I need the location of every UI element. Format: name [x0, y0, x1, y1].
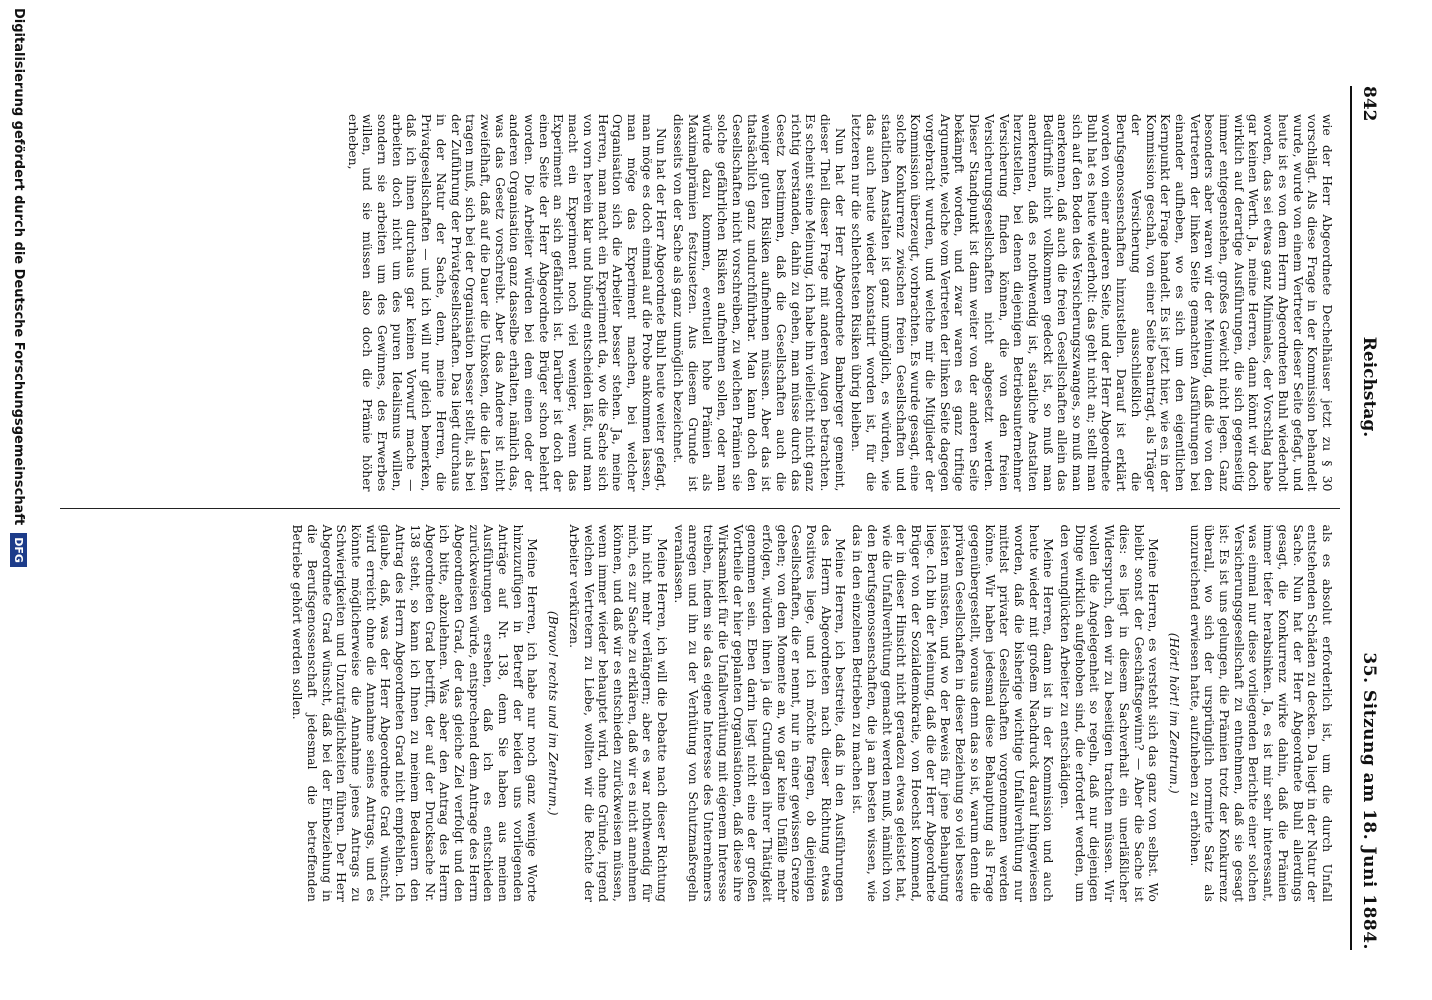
session-title: 35. Sitzung am 18. Juni 1884.: [1359, 652, 1379, 950]
paragraph: Nun hat der Herr Abgeordnete Buhl heute weiter gefagt, man möge es doch einmal auf die Probe ankommen lassen, man möge das Experiment machen, bei welcher Organisation sich die Arbeiter besser stehen. Ja, meine Herren, man macht ein Experiment da, wo die Sache sich von vorn herein klar und bündig entscheiden läßt, und man macht ein Experiment noch viel weniger, wenn das Experiment an sich gefährlich ist. Darüber ist doch der einen Seite der Herr Abgeordnete Brüger schon belehrt worden. Die Arbeiter würden bei dem einen oder der anderen Organisation ganz dasselbe erhalten, nämlich das, was das Gesetz vorschreibt. Aber das Andere ist nicht zweifelhaft, daß auf die Dauer die Unkosten, die die Lasten tragen muß, sich bei der Organisation besser stellt, als bei der Zuführung der Privatgesellschaften. Das liegt durchaus in der Natur der Sache, denn, meine Herren, die Privatgesellschaften — und ich will nur gleich bemerken, daß ich ihnen durchaus gar keinen Vorwurf mache — arbeiten doch nicht um des puren Idealismus willen, sondern sie arbeiten um des Gewinnes, des Erwerbes willen, und sie müssen also doch die Prämie höher erheben,: [345, 114, 669, 492]
column-divider: [60, 508, 1340, 509]
attribution-text: Digitalisierung gefördert durch die Deutsche Forschungsgemeinschaft: [11, 8, 27, 526]
paragraph: Nun hat der Herr Abgeordnete Bamberger gemeint, dieser Theil dieser Frage mit anderen Augen betrachten. Es scheint seine Meinung, ich habe ihn vielleicht nicht ganz richtig verstanden, dahin zu gehen, man müsse durch das Gesetz bestimmen, daß die Gesellschaften auch die weniger guten Risiken aufnehmen müssen. Aber das ist thatsächlich ganz undurchführbar. Man kann doch den Gesellschaften nicht vorschreiben, zu welchen Prämien sie solche gefährlichen Risiken aufnehmen sollen, oder man würde dazu kommen, eventuell hohe Prämien als Maximalprämien festzusetzen. Aus diesem Grunde ist diesseits von der Sache als ganz unmöglich bezeichnet.: [671, 114, 847, 492]
paragraph: Meine Herren, ich habe nur noch ganz wenige Worte hinzuzufügen in Betreff der beiden uns vorliegenden Anträge auf Nr. 138, denn Sie haben aus meinen Ausführungen ersehen, daß ich es entschieden zurückweisen würde, entsprechend dem Antrage des Herrn Abgeordneten Grad, der das gleiche Ziel verfolgt und den ich bitte, abzulehnen. Was aber den Antrag des Herrn Abgeordneten Grad betrifft, der auf der Drucksache Nr. 138 steht, so kann ich Ihnen zu meinem Bedauern den Antrag des Herrn Abgeordneten Grad nicht empfehlen. Ich glaube, daß, was der Herr Abgeordnete Grad wünscht, wird erreicht ohne die Annahme seines Antrags, und es könnte möglicherweise die Annahme jenes Antrags zu Schwierigkeiten und Unzuträglichkeiten führen. Der Herr Abgeordnete Grad wünscht, daß bei der Einbeziehung in die Berufsgenossenschaft jedesmal die betreffenden Betriebe gehört werden sollen.: [290, 524, 540, 902]
paragraph: wie der Herr Abgeordnete Dechelhäuser jetzt zu § 30 vorschlägt. Als diese Frage in der Kommission behandelt wurde, wurde von einem Vertreter dieser Seite gefagt, und heute ist es von dem Herrn Abgeordneten Buhl wiederholt worden, das sei etwas ganz Minimales, der Vorschlag habe gar keinen Werth. Ja, meine Herren, dann könnt wir doch wirklich auf derartige Ausführungen, die sich gegenseitig immer entgegenstehen, großes Gewicht nicht legen. Ganz besonders aber waren wir der Meinung, daß die von den Vertretern der linken Seite gemachten Ausführungen bei einander aufheben, wo es sich um den eigentlichen Kernpunkt der Frage handelt. Es ist jetzt hier, wie es in der Kommission geschah, von einer Seite beantragt, als Träger der Versicherung ausschließlich die Berufsgenossenschaften hinzustellen. Darauf ist erklärt worden von einer anderen Seite, und der Herr Abgeordnete Buhl hat es heute wiederholt: das geht nicht an; stellt man sich auf den Boden des Versicherungszwanges, so muß man anerkennen, daß auch die freien Gesellschaften allein das Bedürfniß nicht vollkommen gedeckt ist, so muß man anerkennen, daß es nothwendig ist, staatliche Anstalten herzustellen, bei denen diejenigen Betriebsunternehmer Versicherung finden können, die von den freien Versicherungsgesellschaften nicht abgesetzt werden. Dieser Standpunkt ist dann weiter von der anderen Seite bekämpft worden, und zwar waren es ganz triftige Argumente, welche vom Vertreten der linken Seite dagegen vorgebracht wurden, und welche mir die Mitglieder der Kommission überzeugt, vorbrachten. Es wurde gesagt, eine solche Konkurrenz zwischen freien Gesellschaften und staatlichen Anstalten ist ganz unmöglich, es würden, wie das auch heute wieder konstatirt worden ist, für die letzteren nur die schlechtesten Risiken übrig bleiben.: [849, 114, 1334, 492]
dfg-logo: DFG: [11, 533, 28, 567]
publication-title: Reichstag.: [1359, 336, 1379, 438]
paragraph: als es absolut erforderlich ist, um die durch Unfall entstehenden Schäden zu decken. Da liegt in der Natur der Sache. Nun hat der Herr Abgeordnete Buhl allerdings gesagt, die Konkurrenz wirke dahin, daß die Prämien immer tiefer herabsinken. Ja, es ist mir sehr interessant, was einmal nur diese vorliegenden Berichte einer solchen Versicherungsgesellschaft zu entnehmen, daß sie gesagt ist: Es ist uns gelungen, die Prämien trotz der Konkurrenz überall, wo sich der ursprünglich normirte Satz als unzureichend erwiesen hatte, aufzuheben zu erhöhen.: [1187, 524, 1334, 902]
paragraph: Meine Herren, dann ist in der Kommission und auch heute wieder mit großem Nachdruck darauf hingewiesen worden, daß die bisherige wichtige Unfallverhütung nur mittelst privater Gesellschaften vorgenommen werden könne. Wir haben jedesmal diese Behauptung als Frage gegenübergestellt, woraus denn das so ist, warum denn die privaten Gesellschaften in dieser Beziehung so viel bessere leisten müssten, und wo der Beweis für jene Behauptung liege. Ich bin der Meinung, daß die der Herr Abgeordnete Brüger von der Sozialdemokratie, von Hoechst kommend, der in dieser Hinsicht nicht geradezu etwas geleistet hat, wie die Unfallverhütung gemacht werden muß, nämlich von den Berufsgenossenschaften, die ja am besten wissen, wie das in den einzelnen Betrieben zu machen ist.: [850, 524, 1056, 902]
stage-direction: (Bravo! rechts und im Zentrum.): [546, 610, 561, 816]
text-columns: [60, 100, 1340, 916]
stage-direction: (Hört! hört! im Zentrum.): [1166, 632, 1181, 794]
text-column-left: [60, 100, 1340, 506]
paragraph: Meine Herren, ich will die Debatte nach dieser Richtung hin nicht mehr verlängern; aber es war nothwendig für mich, es zur Sache zu erklären, daß wir es nicht annehmen können, und daß wir es entschieden zurückweisen müssen, wenn immer wieder behauptet wird, ohne Gründe, irgend welchen Vertretern zu Liebe, wollten wir die Rechte der Arbeiter verkürzen.: [566, 524, 670, 902]
paragraph: Meine Herren, ich bestreite, daß in den Ausführungen des Herrn Abgeordneten nach dieser Richtung etwas Positives liege, und ich möchte fragen, ob diejenigen Gesellschaften, die er nennt, nur in einer gewissen Grenze gehen; von dem Momente an, wo gar keine Unfälle mehr erfolgen, würden ihnen ja die Grundlagen ihrer Thätigkeit genommen sein. Eben darin liegt nicht eine der großen Vortheile der hier geplanten Organisationen, daß diese ihre Wirksamkeit für die Unfallverhütung mit eigenem Interesse treiben, indem sie das eigene Interesse des Unternehmers anregen und ihn zu der Verhütung von Schutzmaßregeln veranlassen.: [671, 524, 848, 902]
page-header: [1350, 86, 1386, 950]
page-number: 842: [1359, 86, 1379, 122]
digitization-footer: [8, 0, 30, 1000]
text-column-right: [60, 511, 1340, 917]
paragraph: Meine Herren, es versteht sich das ganz von selbst. Wo bleibt sonst der Geschäftsgewinn? — Aber die Sache ist dies: es liegt in diesem Sachverhalt ein unerläßlicher Widerspruch, den wir zu beseitigen trachten müssen. Wir wollen die Angelegenheit so regeln, daß nur diejenigen Dinge wirklich aufgehoben sind, die erfordert werden, um den verunglückten Arbeiter zu entschädigen.: [1058, 524, 1161, 902]
